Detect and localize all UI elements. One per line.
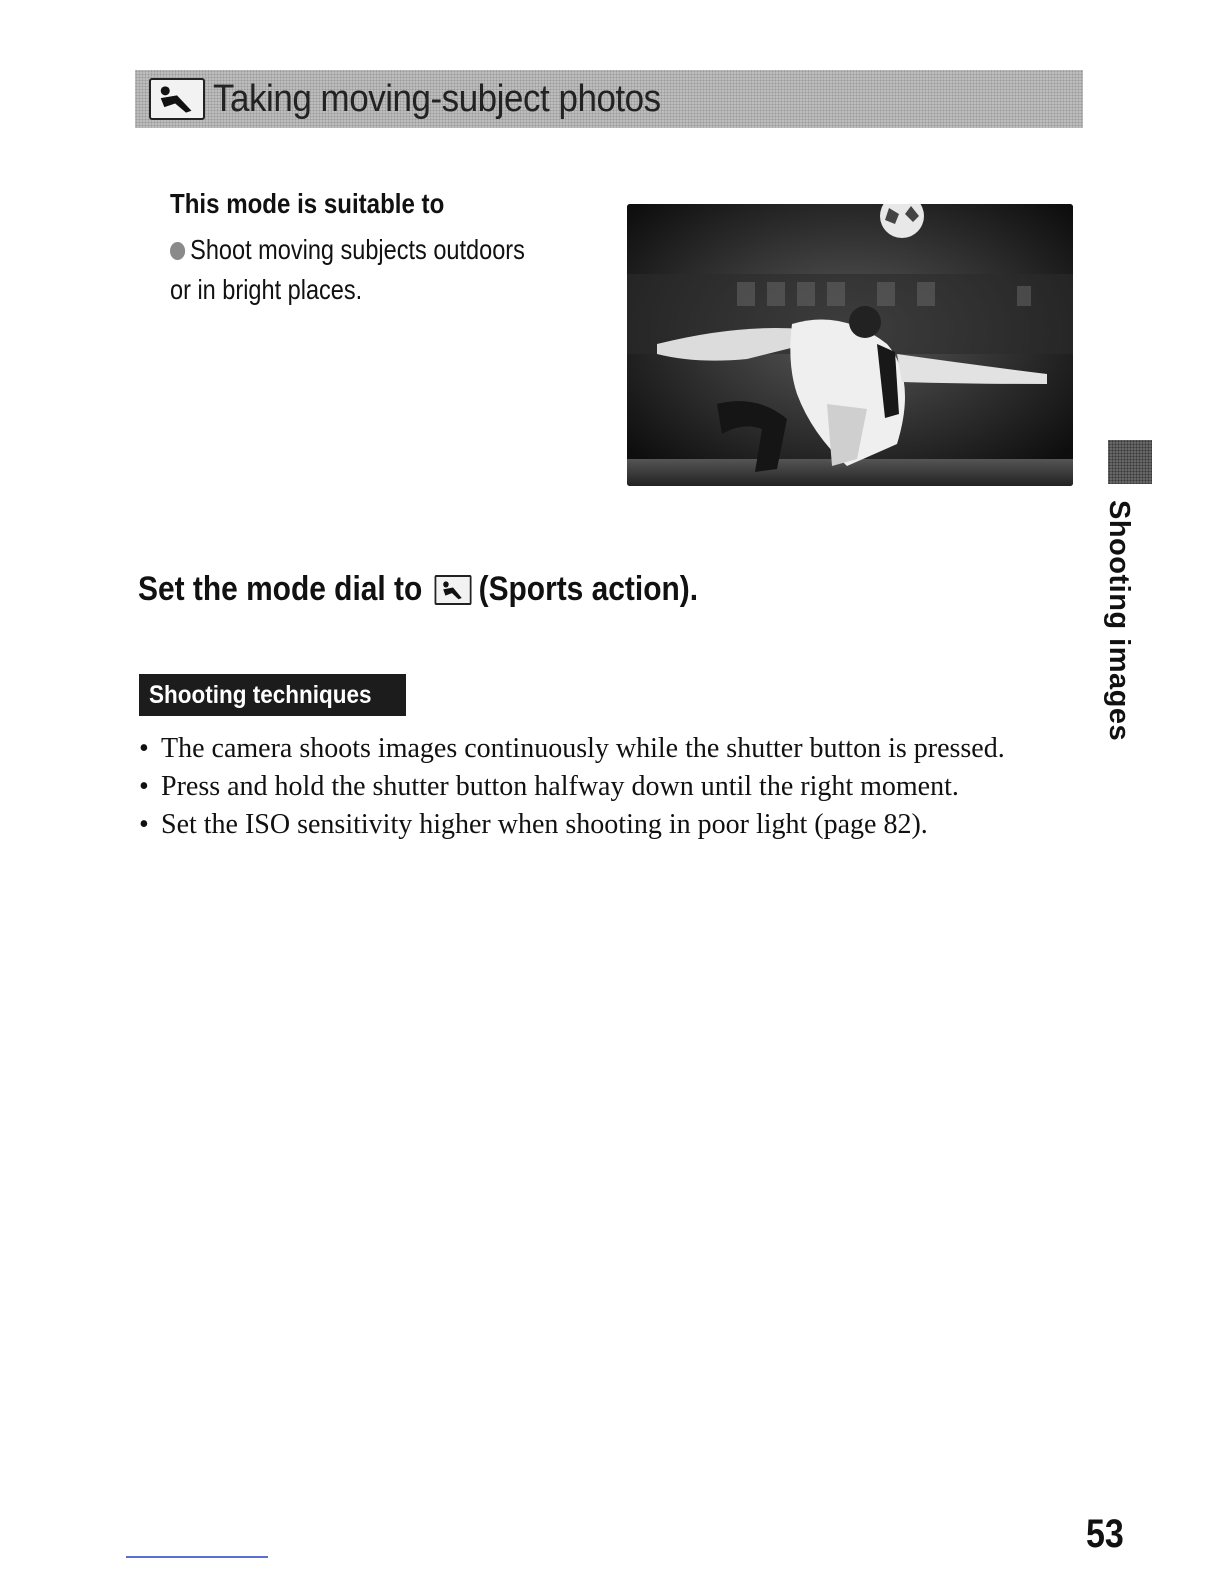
sports-photo <box>627 204 1073 486</box>
sports-action-icon <box>435 575 472 605</box>
sports-action-icon <box>149 78 205 120</box>
page-number: 53 <box>1086 1512 1124 1556</box>
suitable-heading: This mode is suitable to <box>170 188 445 219</box>
techniques-label: Shooting techniques <box>149 680 372 709</box>
suitable-item-text: Shoot moving subjects outdoors or in bright places. <box>170 234 525 305</box>
section-title-bar <box>135 70 1083 128</box>
page-title: Taking moving-subject photos <box>213 77 661 120</box>
instruction-prefix: Set the mode dial to <box>138 570 423 608</box>
techniques-tag <box>139 674 406 716</box>
list-item: • Set the ISO sensitivity higher when shooting in poor light (page 82). <box>139 806 1079 844</box>
footer-rule <box>126 1556 268 1558</box>
list-item: • The camera shoots images continuously while the shutter button is pressed. <box>139 730 1079 768</box>
bullet-dot-icon <box>170 242 185 260</box>
instruction-line <box>138 570 698 609</box>
techniques-list <box>139 730 1079 844</box>
side-tab-label: Shooting images <box>1103 500 1135 742</box>
list-item: • Press and hold the shutter button halfway down until the right moment. <box>139 768 1079 806</box>
suitable-item <box>170 230 548 310</box>
instruction-suffix: (Sports action). <box>478 570 699 608</box>
side-tab-marker <box>1108 440 1152 484</box>
